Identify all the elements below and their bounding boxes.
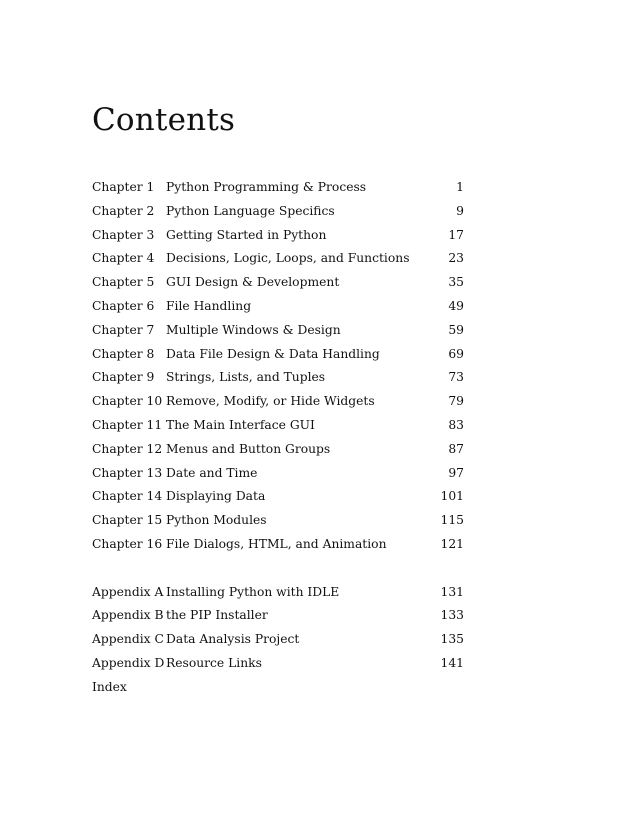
chapter-title: Getting Started in Python (166, 227, 327, 242)
page-number: 97 (448, 465, 464, 480)
page-number: 35 (448, 275, 464, 290)
page-number: 141 (440, 655, 464, 670)
appendix-label: Appendix D (92, 655, 165, 670)
chapter-label: Chapter 3 (92, 227, 155, 242)
page-number: 121 (440, 536, 464, 551)
appendix-label: Appendix B (92, 608, 164, 623)
chapter-label: Chapter 7 (92, 322, 155, 337)
appendix-label: Appendix A (92, 584, 164, 599)
toc-row-chapter-16 (92, 533, 464, 557)
chapter-label: Chapter 14 (92, 489, 163, 504)
toc-row-chapter-15 (92, 509, 464, 533)
toc-row-chapter-12 (92, 438, 464, 462)
page-number: 69 (448, 346, 464, 361)
appendix-label: Appendix C (92, 632, 164, 647)
toc-row-chapter-11 (92, 414, 464, 438)
chapter-label: Chapter 2 (92, 203, 155, 218)
chapter-title: Python Language Specifics (166, 203, 335, 218)
page-number: 131 (440, 584, 464, 599)
page-number: 49 (448, 298, 464, 313)
chapter-label: Chapter 12 (92, 441, 163, 456)
section-spacer (92, 557, 464, 581)
appendix-title: Installing Python with IDLE (166, 584, 340, 599)
toc-row-chapter-10 (92, 390, 464, 414)
page-number: 135 (440, 632, 464, 647)
appendix-title: the PIP Installer (166, 608, 268, 623)
chapter-label: Chapter 4 (92, 251, 155, 266)
toc-row-chapter-3 (92, 224, 464, 248)
chapter-label: Chapter 15 (92, 513, 163, 528)
chapter-title: File Dialogs, HTML, and Animation (166, 536, 387, 551)
chapter-title: File Handling (166, 298, 252, 313)
chapter-title: GUI Design & Development (166, 275, 340, 290)
page-number: 9 (456, 203, 464, 218)
page-number: 83 (448, 417, 464, 432)
toc-row-chapter-13 (92, 462, 464, 486)
toc-row-chapter-4 (92, 247, 464, 271)
toc-row-appendix-c (92, 628, 464, 652)
page-number: 87 (448, 441, 464, 456)
chapter-title: The Main Interface GUI (166, 417, 315, 432)
toc-row-chapter-6 (92, 295, 464, 319)
chapter-label: Chapter 8 (92, 346, 155, 361)
chapter-label: Chapter 10 (92, 394, 163, 409)
toc-row-chapter-5 (92, 271, 464, 295)
page-number: 133 (440, 608, 464, 623)
chapter-title: Displaying Data (166, 489, 266, 504)
toc-row-index (92, 676, 464, 700)
chapter-label: Chapter 16 (92, 536, 163, 551)
page-title: Contents (92, 102, 236, 138)
page-number: 23 (448, 251, 464, 266)
chapter-label: Chapter 11 (92, 417, 163, 432)
page-number: 79 (448, 394, 464, 409)
toc-row-appendix-a (92, 581, 464, 605)
chapter-title: Date and Time (166, 465, 258, 480)
toc-row-chapter-14 (92, 485, 464, 509)
appendix-title: Resource Links (166, 655, 262, 670)
chapter-title: Remove, Modify, or Hide Widgets (166, 394, 375, 409)
chapter-label: Chapter 1 (92, 180, 155, 194)
page-number: 1 (456, 180, 464, 194)
chapter-title: Menus and Button Groups (166, 441, 331, 456)
page-number: 73 (448, 370, 464, 385)
chapter-label: Chapter 5 (92, 275, 155, 290)
index-label: Index (92, 679, 127, 694)
chapter-title: Strings, Lists, and Tuples (166, 370, 326, 385)
chapter-title: Decisions, Logic, Loops, and Functions (166, 251, 410, 266)
toc-row-chapter-1 (92, 176, 464, 200)
page-number: 115 (440, 513, 464, 528)
toc-row-chapter-7 (92, 319, 464, 343)
table-of-contents (92, 176, 464, 700)
chapter-label: Chapter 13 (92, 465, 163, 480)
appendix-title: Data Analysis Project (166, 632, 300, 647)
chapter-title: Python Modules (166, 513, 267, 528)
chapter-label: Chapter 6 (92, 298, 155, 313)
chapter-title: Multiple Windows & Design (166, 322, 341, 337)
toc-row-appendix-b (92, 604, 464, 628)
toc-row-appendix-d (92, 652, 464, 676)
page-number: 17 (448, 227, 464, 242)
chapter-label: Chapter 9 (92, 370, 155, 385)
chapter-title: Python Programming & Process (166, 180, 367, 194)
page-number: 101 (440, 489, 464, 504)
toc-row-chapter-9 (92, 366, 464, 390)
toc-row-chapter-2 (92, 200, 464, 224)
page-number: 59 (448, 322, 464, 337)
chapter-title: Data File Design & Data Handling (166, 346, 380, 361)
toc-row-chapter-8 (92, 343, 464, 367)
